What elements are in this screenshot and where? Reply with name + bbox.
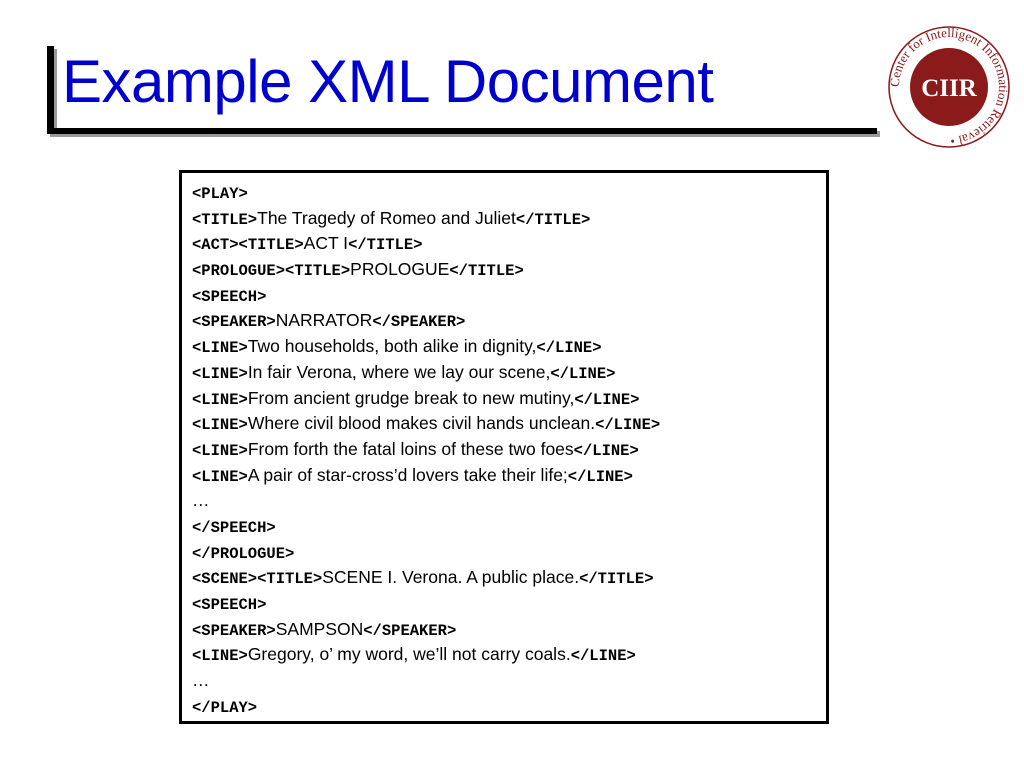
xml-tag: <PROLOGUE> — [192, 262, 286, 281]
xml-tag: </SPEAKER> — [363, 621, 457, 640]
xml-tag: <SCENE> — [192, 570, 258, 589]
xml-text: SCENE I. Verona. A public place. — [322, 567, 580, 588]
xml-line — [192, 386, 660, 412]
xml-line — [192, 334, 660, 360]
xml-line — [192, 231, 660, 257]
xml-tag: <SPEECH> — [192, 287, 267, 306]
xml-tag: </LINE> — [573, 441, 639, 460]
xml-tag: <LINE> — [192, 416, 248, 435]
xml-tag: <LINE> — [192, 647, 248, 666]
xml-line — [192, 668, 660, 694]
xml-text: A pair of star-cross’d lovers take their life; — [247, 464, 568, 485]
xml-tag: <LINE> — [192, 364, 248, 383]
logo-abbr: CIIR — [921, 75, 977, 102]
xml-text: … — [192, 670, 210, 691]
xml-code-box — [179, 170, 829, 724]
xml-text: NARRATOR — [275, 310, 373, 331]
xml-tag: <TITLE> — [285, 262, 351, 281]
title-accent-bar — [47, 46, 54, 132]
xml-text: ACT I — [303, 233, 349, 254]
xml-text: From forth the fatal loins of these two foes — [247, 438, 574, 459]
xml-tag: <SPEAKER> — [192, 313, 276, 332]
xml-tag: <TITLE> — [257, 570, 323, 589]
xml-tag: <PLAY> — [192, 185, 248, 203]
xml-text: … — [192, 490, 210, 511]
xml-tag: </PLAY> — [192, 698, 258, 717]
xml-text: SAMPSON — [275, 618, 364, 639]
slide-title: Example XML Document — [62, 48, 714, 115]
xml-tag: <LINE> — [192, 339, 248, 358]
xml-text: The Tragedy of Romeo and Juliet — [257, 207, 516, 228]
xml-line — [192, 642, 660, 668]
xml-tag: </TITLE> — [515, 210, 591, 229]
xml-tag: <LINE> — [192, 467, 248, 486]
xml-lines — [192, 180, 660, 719]
xml-line — [192, 257, 660, 283]
xml-line — [192, 283, 660, 309]
title-underline-rule — [47, 128, 877, 134]
xml-tag: </LINE> — [550, 364, 616, 383]
xml-line — [192, 411, 660, 437]
xml-tag: <TITLE> — [192, 210, 258, 229]
xml-tag: </TITLE> — [579, 570, 654, 589]
xml-text: Where civil blood makes civil hands unclean. — [247, 413, 596, 434]
xml-line — [192, 360, 660, 386]
xml-tag: </TITLE> — [348, 236, 423, 255]
xml-line — [192, 591, 660, 617]
xml-line — [192, 565, 660, 591]
xml-text: From ancient grudge break to new mutiny, — [247, 387, 575, 408]
xml-line — [192, 308, 660, 334]
xml-tag: </SPEAKER> — [372, 313, 466, 332]
xml-tag: </LINE> — [567, 467, 633, 486]
xml-tag: </LINE> — [570, 647, 636, 666]
xml-tag: <TITLE> — [238, 236, 304, 255]
xml-tag: </LINE> — [595, 416, 661, 435]
logo-ring-text: Center for Intelligent Information Retrieval • — [886, 24, 1012, 150]
xml-line — [192, 694, 660, 720]
xml-text: Gregory, o’ my word, we’ll not carry coals. — [247, 644, 571, 665]
xml-text: PROLOGUE — [350, 259, 450, 280]
xml-tag: </SPEECH> — [192, 518, 276, 537]
xml-line — [192, 463, 660, 489]
xml-line — [192, 514, 660, 540]
xml-line — [192, 206, 660, 232]
xml-text: In fair Verona, where we lay our scene, — [247, 361, 551, 382]
xml-text: Two households, both alike in dignity, — [247, 336, 537, 357]
xml-tag: </LINE> — [536, 339, 602, 358]
xml-tag: <SPEECH> — [192, 596, 267, 614]
xml-tag: <ACT> — [192, 236, 239, 255]
xml-tag: <LINE> — [192, 441, 248, 460]
xml-line — [192, 437, 660, 463]
xml-tag: <SPEAKER> — [192, 621, 276, 640]
xml-tag: <LINE> — [192, 390, 248, 409]
xml-line — [192, 180, 660, 206]
ciir-logo — [884, 22, 1014, 152]
xml-line — [192, 488, 660, 514]
xml-line — [192, 540, 660, 566]
xml-tag: </LINE> — [574, 390, 640, 409]
xml-tag: </PROLOGUE> — [192, 544, 295, 563]
xml-line — [192, 617, 660, 643]
xml-tag: </TITLE> — [449, 262, 524, 281]
